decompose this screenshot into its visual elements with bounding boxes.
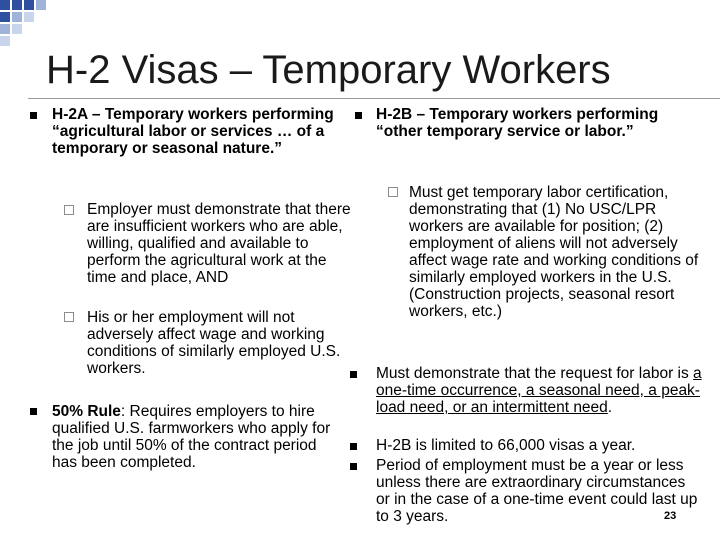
hollow-square-bullet-icon <box>64 205 74 215</box>
fifty-percent-rule <box>52 403 344 471</box>
need-types-underlined: a one-time occurrence, a seasonal need, a peak-load need, or an intermittent need <box>376 365 702 416</box>
square-bullet-icon <box>350 371 357 378</box>
h2a-heading: H-2A – Temporary workers performing “agricultural labor or services … of a temporary or seasonal nature.” <box>52 106 334 157</box>
h2a-subpoint-1: Employer must demonstrate that there are insufficient workers who are able, willing, qualified and available to perform the agricultural work at the time and place, AND <box>87 201 351 286</box>
square-bullet-icon <box>30 112 37 119</box>
hollow-square-bullet-icon <box>64 312 74 322</box>
rule-label: 50% Rule <box>52 403 121 420</box>
rule-text: : Requires employers to hire qualified U.S. farmworkers who apply for the job until 50% of the contract period has been completed. <box>52 403 331 471</box>
hollow-square-bullet-icon <box>388 187 398 197</box>
square-bullet-icon <box>30 408 37 415</box>
visa-cap-point: H-2B is limited to 66,000 visas a year. <box>376 437 636 454</box>
employment-period-point: Period of employment must be a year or less unless there are extraordinary circumstances or in the case of a one-time event could last up to 3 years. <box>376 457 698 525</box>
h2b-heading: H-2B – Temporary workers performing “other temporary service or labor.” <box>376 106 659 140</box>
h2b-subpoint: Must get temporary labor certification, demonstrating that (1) No USC/LPR workers are available for position; (2) employment of aliens will not adversely affect wage rate and working conditions of similarly employed workers in the U.S. (Construction projects, seasonal resort workers, etc.) <box>409 184 699 320</box>
corner-squares-decoration <box>0 0 80 50</box>
square-bullet-icon <box>350 463 357 470</box>
title-divider <box>28 98 720 99</box>
square-bullet-icon <box>355 112 362 119</box>
slide-number: 23 <box>664 510 677 522</box>
h2a-subpoint-2: His or her employment will not adversely affect wage and working conditions of similarly employed U.S. workers. <box>87 309 341 377</box>
square-bullet-icon <box>350 443 357 450</box>
one-time-need-point: Must demonstrate that the request for labor is a one-time occurrence, a seasonal need, a peak-load need, or an intermittent need. <box>376 365 702 416</box>
slide-title: H-2 Visas – Temporary Workers <box>46 48 611 92</box>
